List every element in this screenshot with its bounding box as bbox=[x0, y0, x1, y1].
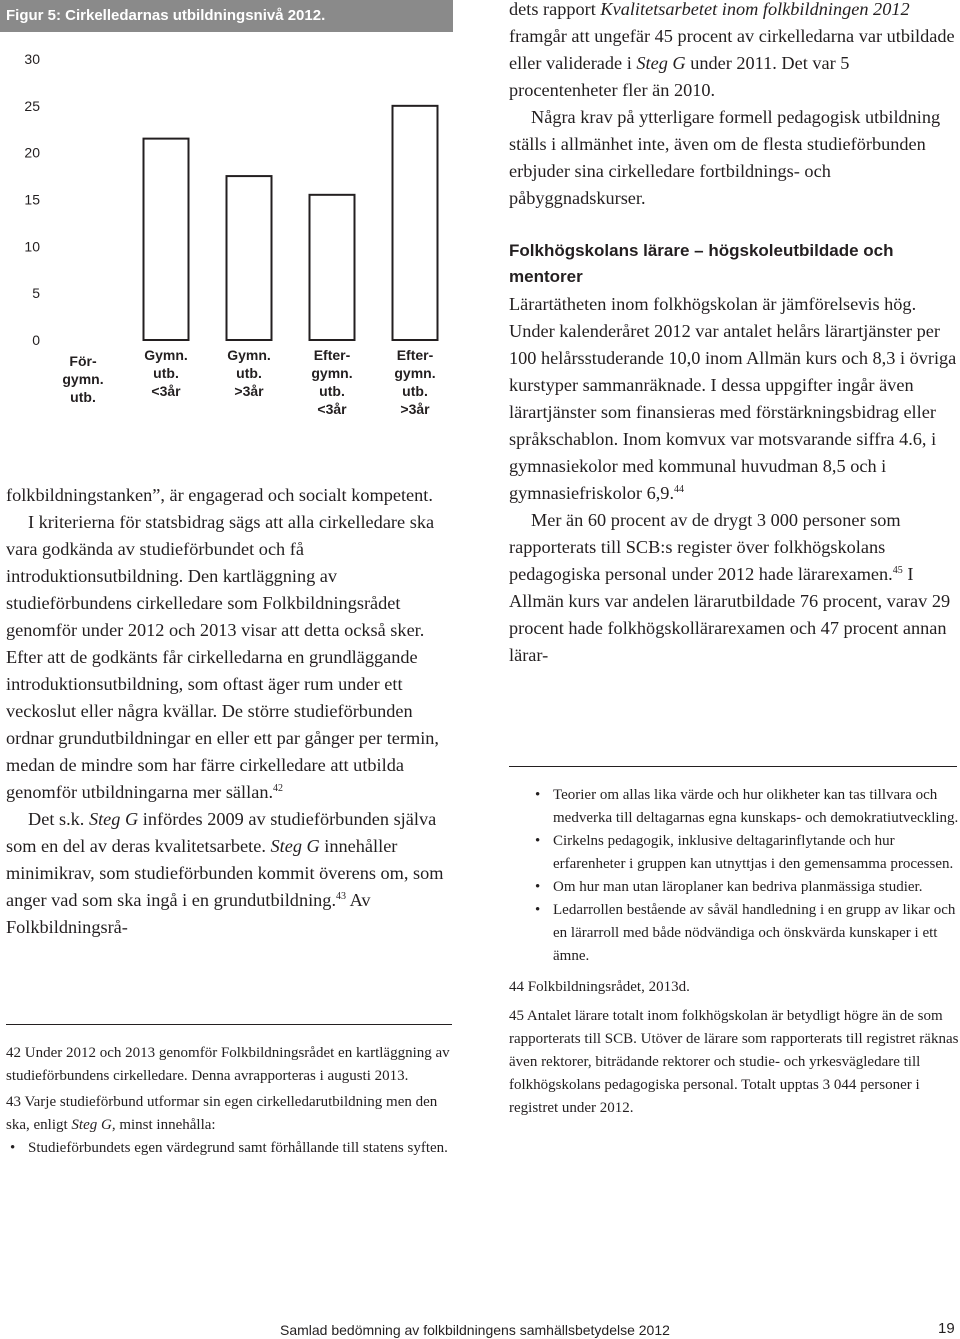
bar-3 bbox=[310, 195, 355, 340]
footnote-divider-right bbox=[509, 766, 957, 767]
left-p3-text-d: Av Folkbildningsrå- bbox=[6, 890, 371, 937]
right-column-text-bottom bbox=[509, 291, 957, 669]
category-label-1: Gymn. utb. <3år bbox=[144, 347, 188, 399]
right-p1-em: Kvalitetsarbetet inom folkbildningen 2012 bbox=[600, 0, 910, 19]
bar-1 bbox=[144, 139, 189, 340]
left-column-text bbox=[6, 482, 446, 941]
bar-2 bbox=[227, 176, 272, 340]
category-label-4: Efter-gymn. utb. >3år bbox=[394, 347, 436, 417]
right-p1-text-a: dets rapport bbox=[509, 0, 601, 19]
right-p3-text: Lärartätheten inom folkhögskolan är jämförelsevis hög. Under kalenderåret 2012 var antalet helårs lärartjänster per 100 helårsstuderande 10,0 inom Allmän kurs och 8,3 i övriga kurstyper sammanräknade. I dessa uppgifter ingår även lärartjänster som finansieras med förstärkningsbidrag eller språkschablon. Inom komvux var motsvarande siffra 4.6, i gymnasiekolor med kommunal huvudman 8,5 och i gymnasiefriskolor 6,9. bbox=[509, 294, 957, 503]
left-p3-em: Steg G bbox=[88, 809, 139, 829]
footnote-43-bullet: • Studieförbundets egen värdegrund samt förhållande till statens syften. bbox=[6, 1137, 452, 1160]
right-paragraph-2: Några krav på ytterligare formell pedagogisk utbildning ställs i allmänhet inte, även om de flesta studieförbunden erbjuder sina cirkelledare fortbildnings- och påbyggnadskurser. bbox=[509, 107, 941, 208]
left-p3-em-2: Steg G bbox=[270, 836, 320, 856]
section-heading: Folkhögskolans lärare – högskoleutbildade och mentorer bbox=[509, 241, 894, 286]
footnote-ref-44[interactable]: 44 bbox=[674, 484, 685, 495]
footnote-43-list-continued bbox=[509, 784, 959, 968]
right-paragraph-4 bbox=[509, 507, 957, 669]
left-p3-text-c: innehåller minimikrav, som studieförbunden kommit överens om, som anger vad som ska ingå i en grundutbildning. bbox=[6, 836, 444, 910]
footnote-45: 45 Antalet lärare totalt inom folkhögskolan är betydligt högre än de som rapporterats till SCB. Utöver de lärare som rapporterats till registret räknas även rektorer, biträdande rektorer och studie- och yrkesvägledare till folkhögskolans pedagogiska personal. Totalt upptas 3 044 personer i registret under 2012. bbox=[509, 1008, 959, 1116]
footnote-ref-45[interactable]: 45 bbox=[892, 565, 903, 576]
category-label-0: För-gymn. utb. bbox=[62, 353, 104, 405]
footnotes-left bbox=[6, 1042, 452, 1160]
right-p4-text-b: I Allmän kurs var andelen lärarutbildade 76 procent, varav 29 procent hade folkhögskollärarexamen och 47 procent annan lärar- bbox=[509, 564, 951, 665]
footnote-ref-42[interactable]: 42 bbox=[273, 783, 284, 794]
footnotes-right bbox=[509, 784, 959, 1120]
fn43-text-a: 43 Varje studieförbund utformar sin egen cirkelledarutbildning men den ska, enligt bbox=[6, 1094, 438, 1133]
bar-chart bbox=[0, 32, 453, 432]
left-p2-text: I kriterierna för statsbidrag sägs att alla cirkelledare ska vara godkända av studieförbundet och få introduktionsutbildning. Den kartläggning av studieförbundens cirkelledare som Folkbildningsrådet genomför under 2012 och 2013 visar att detta också sker. Efter att de godkänts får cirkelledarna en grundläggande introduktionsutbildning, som oftast äger rum under ett veckoslut eller några kvällar. De större studieförbunden ordnar grundutbildningar en eller ett par gånger per termin, medan de mindre som har färre cirkelledare att utbilda genomför utbildningarna mer sällan. bbox=[6, 512, 440, 802]
y-tick-label-4: 20 bbox=[24, 144, 40, 161]
footnote-43 bbox=[6, 1091, 452, 1137]
fn43-bullet-4: • Ledarrollen bestående av såväl handledning i en grupp av likar och en lärarroll med både nödvändiga och önskvärda kunskaper i ett ämne. bbox=[509, 899, 959, 968]
footnote-ref-43[interactable]: 43 bbox=[336, 891, 347, 902]
fn43-bullet-1: • Teorier om allas lika värde och hur olikheter kan tas tillvara och medverka till deltagarnas egna kunskaps- och demokratiutveckling. bbox=[509, 784, 959, 830]
footnote-42: 42 Under 2012 och 2013 genomför Folkbildningsrådet en kartläggning av studieförbundens cirkelledare. Denna avrapporteras i augusti 2013. bbox=[6, 1045, 450, 1084]
right-p4-text: Mer än 60 procent av de drygt 3 000 personer som rapporterats till SCB:s register över folkhögskolans pedagogiska personal under 2012 hade lärarexamen. bbox=[509, 510, 901, 584]
right-paragraph-1 bbox=[509, 0, 957, 104]
category-label-2: Gymn. utb. >3år bbox=[227, 347, 271, 399]
left-paragraph-2 bbox=[6, 509, 446, 806]
running-footer: Samlad bedömning av folkbildningens samhällsbetydelse 2012 bbox=[280, 1322, 670, 1338]
figure-title: Figur 5: Cirkelledarnas utbildningsnivå 2012. bbox=[0, 0, 453, 32]
right-p1-em-2: Steg G bbox=[636, 53, 686, 73]
footnote-43-list bbox=[6, 1137, 452, 1160]
right-column-text-top bbox=[509, 0, 957, 212]
bar-4 bbox=[393, 106, 438, 340]
right-p1-text-b: framgår att ungefär 45 procent av cirkelledarna var utbildade eller validerade i bbox=[509, 26, 955, 73]
y-tick-label-3: 15 bbox=[24, 191, 40, 208]
y-tick-label-2: 10 bbox=[24, 238, 40, 255]
y-tick-label-6: 30 bbox=[24, 51, 40, 67]
y-tick-label-1: 5 bbox=[32, 285, 40, 302]
footnote-divider-left bbox=[6, 1024, 452, 1025]
right-paragraph-3 bbox=[509, 291, 957, 507]
fn43-bullet-2: • Cirkelns pedagogik, inklusive deltagarinflytande och hur erfarenheter i gruppen kan utnyttjas i den gemensamma processen. bbox=[509, 830, 959, 876]
fn43-text-b: , minst innehålla: bbox=[111, 1117, 216, 1133]
fn43-em: Steg G bbox=[71, 1117, 112, 1133]
left-paragraph-3 bbox=[6, 806, 446, 941]
left-paragraph-1 bbox=[6, 482, 446, 509]
category-label-3: Efter-gymn. utb. <3år bbox=[311, 347, 353, 417]
left-p3-text-a: Det s.k. bbox=[28, 809, 89, 829]
left-p1-text: folkbildningstanken”, är engagerad och socialt kompetent. bbox=[6, 485, 433, 505]
left-p3-text-b: infördes 2009 av studieförbunden själva som en del av deras kvalitetsarbete. bbox=[6, 809, 437, 856]
footnote-44: 44 Folkbildningsrådet, 2013d. bbox=[509, 979, 690, 995]
page-number: 19 bbox=[938, 1320, 955, 1337]
fn43-bullet-3: • Om hur man utan läroplaner kan bedriva planmässiga studier. bbox=[509, 876, 959, 899]
right-p1-text-c: under 2011. Det var 5 procentenheter fler än 2010. bbox=[509, 53, 850, 100]
y-tick-label-5: 25 bbox=[24, 97, 40, 114]
y-tick-label-0: 0 bbox=[32, 332, 40, 348]
